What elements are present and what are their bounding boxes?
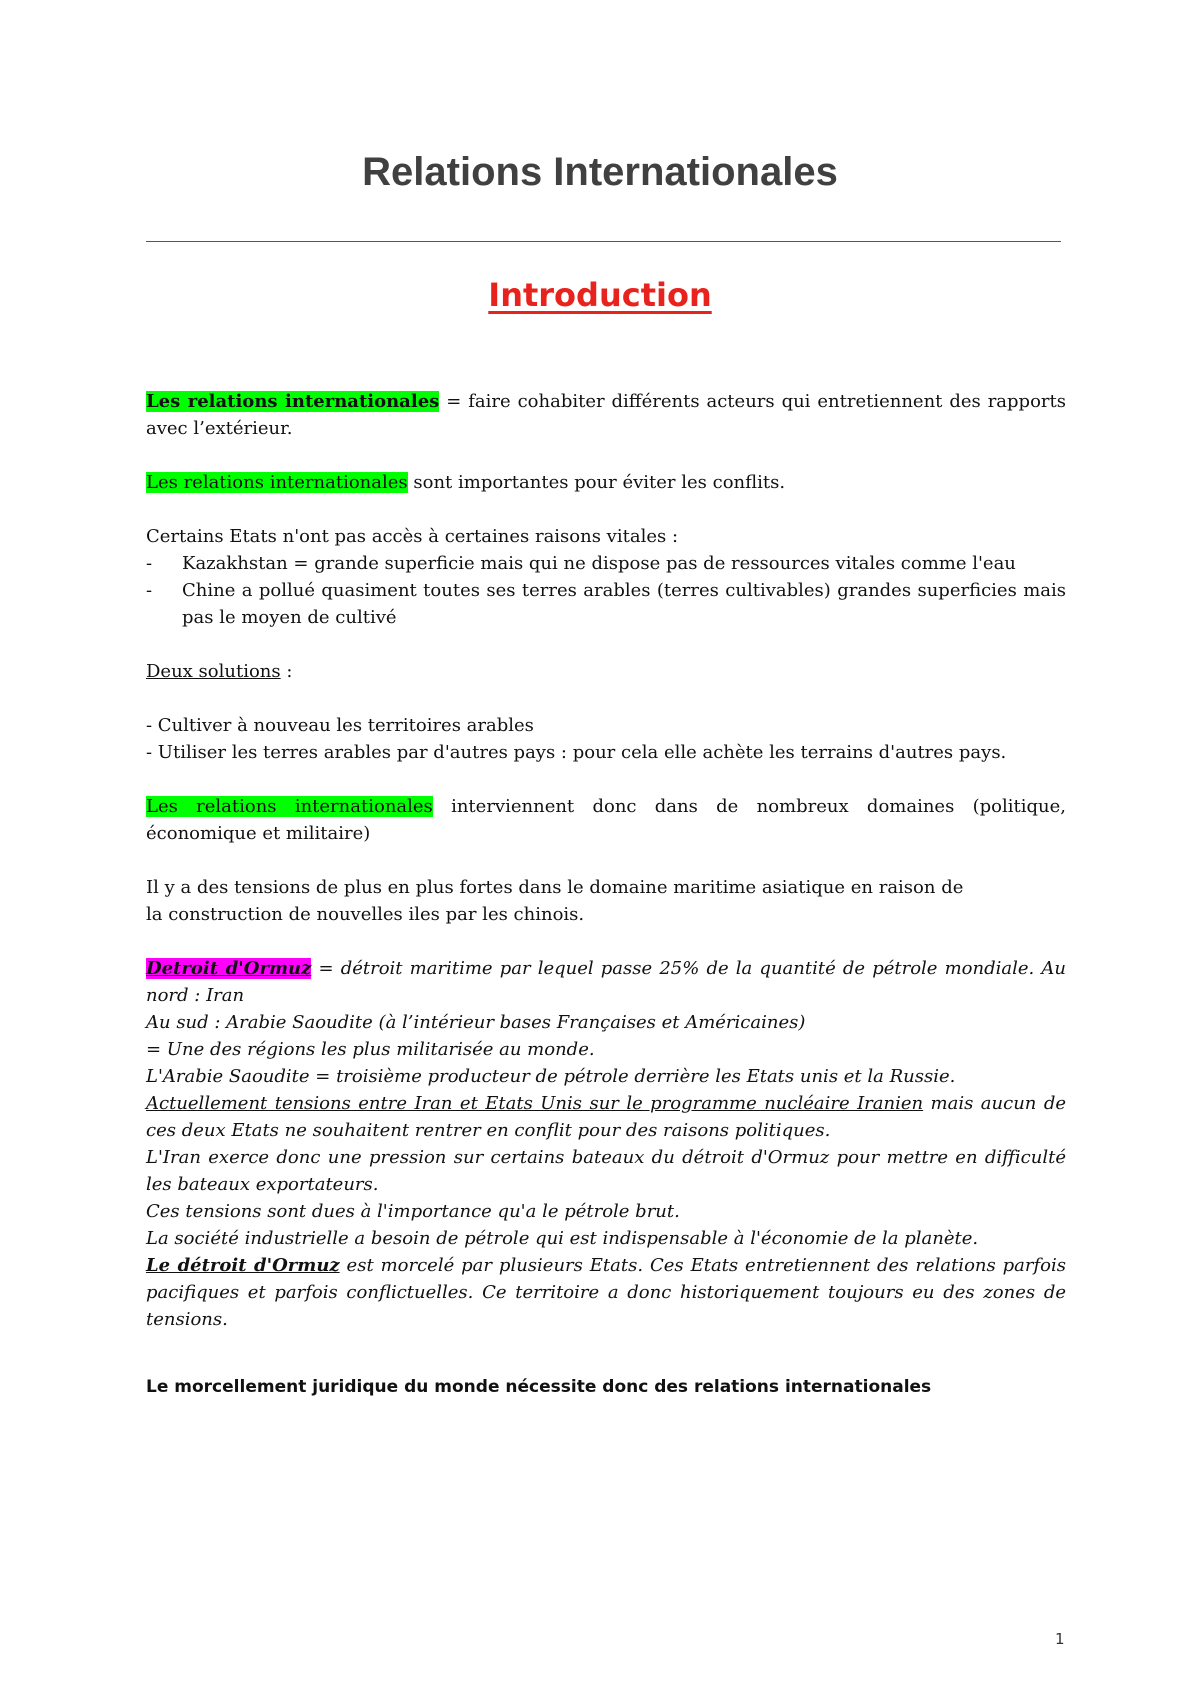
highlighted-term: Detroit d'Ormuz xyxy=(146,958,312,979)
ormuz-section xyxy=(146,955,1066,1333)
paragraph-text: sont importantes pour éviter les conflits. xyxy=(407,472,786,493)
underlined-term: Le détroit d'Ormuz xyxy=(146,1255,340,1276)
paragraph-text: = détroit maritime par lequel passe 25% de la quantité de pétrole mondiale. Au nord : Iran xyxy=(146,958,1066,1006)
page-number: 1 xyxy=(1055,1630,1065,1648)
underlined-text: Actuellement tensions entre Iran et Etats Unis sur le programme nucléaire Iranien xyxy=(146,1093,924,1114)
paragraph-line: la construction de nouvelles iles par les chinois. xyxy=(146,904,585,925)
vital-resources-list xyxy=(146,550,1066,631)
paragraph-domains xyxy=(146,793,1066,847)
ormuz-line: La société industrielle a besoin de pétrole qui est indispensable à l'économie de la planète. xyxy=(146,1228,979,1249)
ormuz-definition xyxy=(146,955,1066,1009)
ormuz-line: = Une des régions les plus militarisée au monde. xyxy=(146,1039,595,1060)
paragraph-asia-tensions xyxy=(146,874,1066,928)
paragraph-text: est morcelé par plusieurs Etats. Ces Etats entretiennent des relations parfois pacifiques et parfois conflictuelles. Ce territoire a donc historiquement toujours eu des zones de tensions. xyxy=(146,1255,1066,1330)
page-title: Relations Internationales xyxy=(362,150,838,194)
paragraph-vital-resources: Certains Etats n'ont pas accès à certaines raisons vitales : xyxy=(146,526,679,547)
title-divider xyxy=(146,241,1061,242)
document-body xyxy=(146,388,1066,1401)
paragraph-text: = faire cohabiter différents acteurs qui entretiennent des rapports avec l’extérieur. xyxy=(146,391,1066,439)
section-heading: Introduction xyxy=(488,276,712,314)
paragraph-definition xyxy=(146,388,1066,442)
paragraph-text: mais aucun de ces deux Etats ne souhaitent rentrer en conflit pour des raisons politiques. xyxy=(146,1093,1066,1141)
solution-line: - Cultiver à nouveau les territoires arables xyxy=(146,715,534,736)
list-item: - Kazakhstan = grande superficie mais qui ne dispose pas de ressources vitales comme l'eau xyxy=(146,550,1066,577)
highlighted-term: Les relations internationales xyxy=(146,796,433,817)
list-item: - Chine a pollué quasiment toutes ses terres arables (terres cultivables) grandes superficies mais pas le moyen de cultivé xyxy=(146,577,1066,631)
conclusion: Le morcellement juridique du monde nécessite donc des relations internationales xyxy=(146,1377,932,1397)
solutions-heading-colon: : xyxy=(280,661,293,682)
paragraph-line: Il y a des tensions de plus en plus fortes dans le domaine maritime asiatique en raison de xyxy=(146,877,964,898)
highlighted-term: Les relations internationales xyxy=(146,391,440,412)
paragraph-text: interviennent donc dans de nombreux domaines (politique, économique et militaire) xyxy=(146,796,1066,844)
paragraph-importance xyxy=(146,469,1066,496)
solution-line: - Utiliser les terres arables par d'autres pays : pour cela elle achète les terrains d'autres pays. xyxy=(146,742,1007,763)
ormuz-line: Ces tensions sont dues à l'importance qu'a le pétrole brut. xyxy=(146,1201,680,1222)
ormuz-tensions xyxy=(146,1090,1066,1144)
ormuz-line: L'Iran exerce donc une pression sur certains bateaux du détroit d'Ormuz pour mettre en difficulté les bateaux exportateurs. xyxy=(146,1147,1066,1195)
ormuz-line: L'Arabie Saoudite = troisième producteur de pétrole derrière les Etats unis et la Russie. xyxy=(146,1066,956,1087)
ormuz-line: Au sud : Arabie Saoudite (à l’intérieur bases Françaises et Américaines) xyxy=(146,1012,806,1033)
solutions-heading xyxy=(146,658,1066,685)
highlighted-term: Les relations internationales xyxy=(146,472,408,493)
ormuz-strait xyxy=(146,1252,1066,1333)
solutions-heading-text: Deux solutions xyxy=(146,661,281,682)
